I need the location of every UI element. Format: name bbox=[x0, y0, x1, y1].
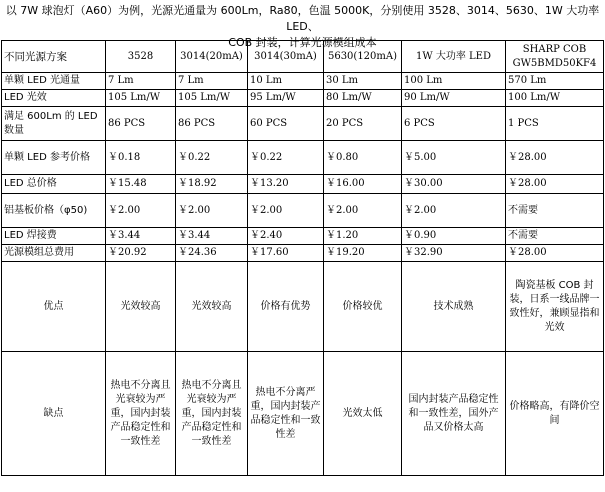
row-label: LED 光效 bbox=[2, 90, 106, 107]
table-row bbox=[2, 107, 604, 141]
table-row bbox=[2, 141, 604, 175]
row-label: 光源模组总费用 bbox=[2, 245, 106, 262]
pros-cell: 价格较优 bbox=[324, 262, 402, 352]
table-cell: ￥28.00 bbox=[506, 141, 604, 175]
table-cell: 不需要 bbox=[506, 194, 604, 228]
cons-cell: 光效太低 bbox=[324, 352, 402, 476]
cons-cell: 热电不分离且光衰较为严重，国内封装产品稳定性和一致性差 bbox=[106, 352, 176, 476]
header-col-2: 3014(20mA) bbox=[176, 41, 248, 73]
table-cell: 1 PCS bbox=[506, 107, 604, 141]
row-label: 满足 600Lm 的 LED 数量 bbox=[2, 107, 106, 141]
table-cell: ￥2.00 bbox=[248, 194, 324, 228]
table-cell: ￥16.00 bbox=[324, 175, 402, 194]
table-cell: 20 PCS bbox=[324, 107, 402, 141]
header-col-5: 1W 大功率 LED bbox=[402, 41, 506, 73]
cons-cell: 价格略高，有降价空间 bbox=[506, 352, 604, 476]
table-cell: 95 Lm/W bbox=[248, 90, 324, 107]
cons-cell: 国内封装产品稳定性和一致性差，国外产品又价格太高 bbox=[402, 352, 506, 476]
table-cell: 6 PCS bbox=[402, 107, 506, 141]
table-cell: 570 Lm bbox=[506, 73, 604, 90]
table-cell: 10 Lm bbox=[248, 73, 324, 90]
table-cell: 86 PCS bbox=[176, 107, 248, 141]
cons-row bbox=[2, 352, 604, 476]
table-cell: 90 Lm/W bbox=[402, 90, 506, 107]
pros-label: 优点 bbox=[2, 262, 106, 352]
table-cell: ￥3.44 bbox=[176, 228, 248, 245]
table-cell: ￥0.22 bbox=[176, 141, 248, 175]
header-col-6: SHARP COB GW5BMD50KF4 bbox=[506, 41, 604, 73]
table-cell: ￥0.90 bbox=[402, 228, 506, 245]
table-row bbox=[2, 245, 604, 262]
table-cell: 7 Lm bbox=[106, 73, 176, 90]
pros-cell: 价格有优势 bbox=[248, 262, 324, 352]
table-cell: ￥24.36 bbox=[176, 245, 248, 262]
document-title bbox=[0, 0, 605, 49]
table-cell: 105 Lm/W bbox=[106, 90, 176, 107]
table-row bbox=[2, 90, 604, 107]
table-cell: 60 PCS bbox=[248, 107, 324, 141]
row-label: 单颗 LED 参考价格 bbox=[2, 141, 106, 175]
header-row-label: 不同光源方案 bbox=[2, 41, 106, 73]
header-row bbox=[2, 41, 604, 73]
table-cell: ￥28.00 bbox=[506, 175, 604, 194]
pros-cell: 陶瓷基板 COB 封装，日系一线品牌一致性好，兼顾显指和光效 bbox=[506, 262, 604, 352]
title-line-2: COB 封装，计算光源模组成本 bbox=[228, 36, 377, 49]
table-cell: ￥30.00 bbox=[402, 175, 506, 194]
table-cell: ￥32.90 bbox=[402, 245, 506, 262]
cons-cell: 热电不分离且光衰较为严重，国内封装产品稳定性和一致性差 bbox=[176, 352, 248, 476]
row-label: LED 焊接费 bbox=[2, 228, 106, 245]
table-cell: ￥3.44 bbox=[106, 228, 176, 245]
title-line-1: 以 7W 球泡灯（A60）为例，光源光通量为 600Lm，Ra80，色温 5000K，分别使用 3528、3014、5630、1W 大功率 LED、 bbox=[5, 4, 600, 33]
table-row bbox=[2, 73, 604, 90]
table-cell: 30 Lm bbox=[324, 73, 402, 90]
header-col-4: 5630(120mA) bbox=[324, 41, 402, 73]
table-cell: ￥0.22 bbox=[248, 141, 324, 175]
table-cell: ￥17.60 bbox=[248, 245, 324, 262]
pros-cell: 光效较高 bbox=[106, 262, 176, 352]
table-cell: 105 Lm/W bbox=[176, 90, 248, 107]
table-row bbox=[2, 194, 604, 228]
row-label: LED 总价格 bbox=[2, 175, 106, 194]
table-cell: ￥2.00 bbox=[106, 194, 176, 228]
cons-cell: 热电不分离严重，国内封装产品稳定性和一致性差 bbox=[248, 352, 324, 476]
table-cell: ￥19.20 bbox=[324, 245, 402, 262]
table-cell: ￥15.48 bbox=[106, 175, 176, 194]
table-cell: ￥28.00 bbox=[506, 245, 604, 262]
table-cell: ￥5.00 bbox=[402, 141, 506, 175]
header-col-1: 3528 bbox=[106, 41, 176, 73]
table-cell: 不需要 bbox=[506, 228, 604, 245]
table-cell: ￥1.20 bbox=[324, 228, 402, 245]
pros-row bbox=[2, 262, 604, 352]
table-cell: ￥0.80 bbox=[324, 141, 402, 175]
cost-comparison-table bbox=[1, 40, 604, 476]
table-cell: ￥2.40 bbox=[248, 228, 324, 245]
header-col-3: 3014(30mA) bbox=[248, 41, 324, 73]
table-cell: ￥2.00 bbox=[176, 194, 248, 228]
table-cell: 80 Lm/W bbox=[324, 90, 402, 107]
table-cell: 100 Lm/W bbox=[506, 90, 604, 107]
row-label: 铝基板价格（φ50) bbox=[2, 194, 106, 228]
cons-label: 缺点 bbox=[2, 352, 106, 476]
table-cell: ￥2.00 bbox=[324, 194, 402, 228]
table-cell: ￥18.92 bbox=[176, 175, 248, 194]
table-cell: ￥20.92 bbox=[106, 245, 176, 262]
pros-cell: 技术成熟 bbox=[402, 262, 506, 352]
row-label: 单颗 LED 光通量 bbox=[2, 73, 106, 90]
table-row bbox=[2, 175, 604, 194]
pros-cell: 光效较高 bbox=[176, 262, 248, 352]
table-cell: ￥13.20 bbox=[248, 175, 324, 194]
table-cell: ￥2.00 bbox=[402, 194, 506, 228]
table-cell: 86 PCS bbox=[106, 107, 176, 141]
table-row bbox=[2, 228, 604, 245]
table-cell: 7 Lm bbox=[176, 73, 248, 90]
table-cell: 100 Lm bbox=[402, 73, 506, 90]
table-cell: ￥0.18 bbox=[106, 141, 176, 175]
